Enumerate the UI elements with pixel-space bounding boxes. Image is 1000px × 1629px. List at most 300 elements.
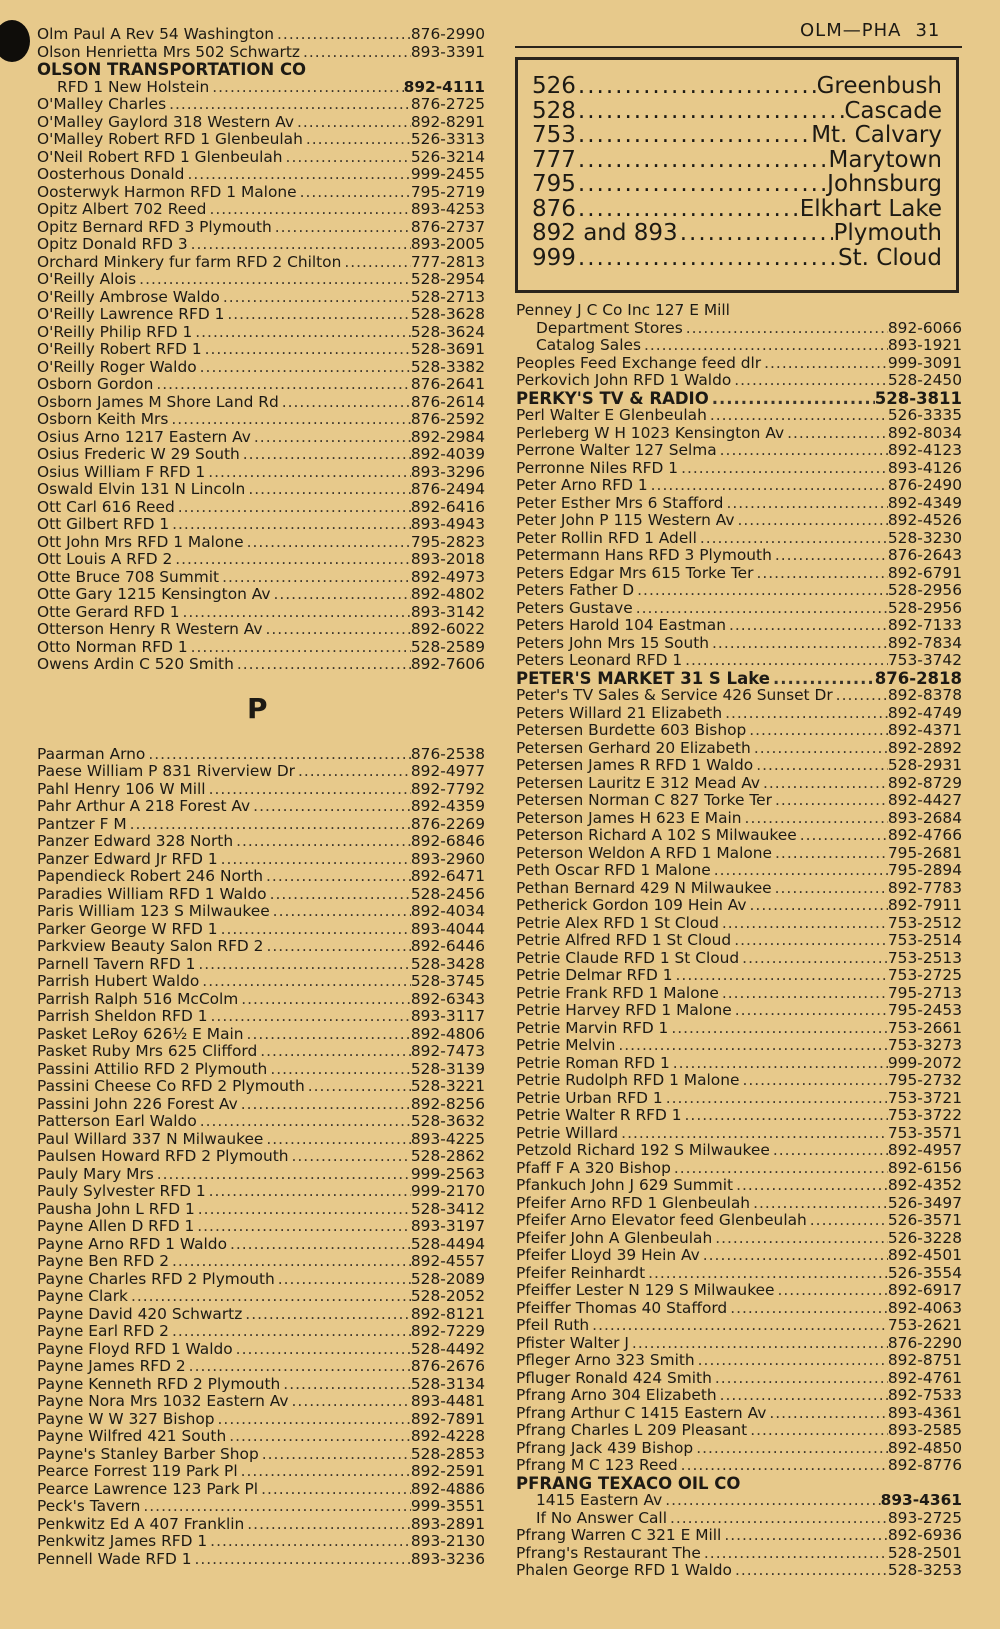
listing-name: Penkwitz Ed A 407 Franklin bbox=[37, 1514, 245, 1533]
listing-name: Peter John P 115 Western Av bbox=[516, 511, 735, 529]
exchange-row bbox=[532, 172, 942, 197]
leader-dots bbox=[732, 1002, 888, 1020]
listing-phone: 892-7229 bbox=[410, 1322, 485, 1340]
listing-name: Peterson Weldon A RFD 1 Malone bbox=[516, 843, 773, 862]
listing-row bbox=[516, 617, 962, 635]
listing-phone: 892-2892 bbox=[887, 738, 962, 757]
listing-phone: 892-8291 bbox=[410, 112, 485, 131]
listing-row bbox=[37, 746, 485, 764]
listing-row bbox=[516, 740, 962, 758]
leader-dots bbox=[576, 172, 827, 197]
listing-row bbox=[37, 499, 485, 517]
leader-dots bbox=[279, 394, 411, 412]
leader-dots bbox=[761, 355, 888, 373]
listing-phone: 892-7533 bbox=[887, 1386, 962, 1404]
leader-dots bbox=[305, 1078, 411, 1096]
listing-name: Papendieck Robert 246 North bbox=[37, 867, 264, 885]
listing-name: Patterson Earl Waldo bbox=[37, 1112, 197, 1130]
listing-phone: 876-2290 bbox=[887, 1333, 962, 1352]
listing-phone: 528-3691 bbox=[410, 340, 485, 358]
listing-name: Osius William F RFD 1 bbox=[37, 462, 206, 481]
listing-name: Penkwitz James RFD 1 bbox=[37, 1532, 208, 1550]
listing-row bbox=[37, 429, 485, 447]
leader-dots bbox=[233, 1341, 411, 1359]
leader-dots bbox=[186, 1358, 411, 1376]
listing-name: Paulsen Howard RFD 2 Plymouth bbox=[37, 1147, 289, 1165]
listing-phone: 892-4501 bbox=[887, 1246, 962, 1264]
listing-name: Opitz Donald RFD 3 bbox=[37, 235, 188, 253]
listing-name: Peoples Feed Exchange feed dlr bbox=[516, 353, 762, 372]
leader-dots bbox=[731, 932, 888, 950]
listing-phone: 526-3214 bbox=[410, 147, 485, 166]
listing-row bbox=[37, 44, 485, 62]
listing-name: Pearce Forrest 119 Park Pl bbox=[37, 1462, 238, 1480]
leader-dots bbox=[300, 44, 411, 62]
leader-dots bbox=[678, 221, 834, 246]
listing-phone: 892-4886 bbox=[410, 1479, 485, 1498]
leader-dots bbox=[240, 446, 411, 464]
leader-dots bbox=[707, 407, 888, 425]
listing-name: Olm Paul A Rev 54 Washington bbox=[37, 25, 275, 43]
listing-phone: 876-2269 bbox=[410, 814, 485, 833]
listing-phone: 893-4253 bbox=[410, 200, 485, 218]
leader-dots bbox=[742, 810, 888, 828]
listing-phone: 892-7133 bbox=[887, 616, 962, 634]
listing-name: Pahl Henry 106 W Mill bbox=[37, 779, 206, 798]
leader-dots bbox=[209, 79, 403, 97]
leader-dots bbox=[238, 1096, 411, 1114]
listing-phone: 526-3228 bbox=[887, 1228, 962, 1247]
listing-name: Peters John Mrs 15 South bbox=[516, 633, 710, 652]
listing-row bbox=[37, 1183, 485, 1201]
leader-dots bbox=[576, 246, 838, 271]
listing-row bbox=[37, 991, 485, 1009]
listing-name: Osborn James M Shore Land Rd bbox=[37, 392, 279, 411]
listing-row bbox=[516, 1212, 962, 1230]
listing-phone: 795-2681 bbox=[887, 843, 962, 862]
listing-row bbox=[516, 1370, 962, 1388]
left-column bbox=[37, 26, 485, 1568]
listing-name: Payne Ben RFD 2 bbox=[37, 1252, 169, 1270]
listing-phone: 893-3197 bbox=[410, 1217, 485, 1235]
listing-row bbox=[37, 781, 485, 799]
listing-name: Pfrang Arno 304 Elizabeth bbox=[516, 1386, 717, 1404]
leader-dots bbox=[244, 534, 411, 552]
listing-row bbox=[37, 1516, 485, 1534]
listing-name: Osborn Keith Mrs bbox=[37, 410, 169, 428]
listing-phone: 893-4044 bbox=[410, 919, 485, 938]
listing-name: Petrie Walter R RFD 1 bbox=[516, 1106, 682, 1124]
listing-name: Paris William 123 S Milwaukee bbox=[37, 902, 270, 920]
listing-name: Payne Allen D RFD 1 bbox=[37, 1217, 195, 1235]
listing-phone: 892-8034 bbox=[887, 423, 962, 442]
listing-name: Passini Cheese Co RFD 2 Plymouth bbox=[37, 1077, 305, 1095]
listing-phone: 892-4123 bbox=[887, 441, 962, 459]
listing-name: Petrie Alex RFD 1 St Cloud bbox=[516, 913, 719, 932]
listing-row bbox=[516, 1282, 962, 1300]
listing-name: Department Stores bbox=[536, 318, 683, 337]
leader-dots bbox=[615, 1037, 888, 1055]
listing-row bbox=[516, 302, 962, 320]
listing-phone: 528-3624 bbox=[410, 322, 485, 341]
listing-phone: 795-2894 bbox=[887, 861, 962, 879]
listing-row bbox=[37, 938, 485, 956]
listing-name: Penney J C Co Inc 127 E Mill bbox=[516, 301, 730, 319]
leader-dots bbox=[589, 1317, 888, 1335]
listing-name: Petrie Delmar RFD 1 bbox=[516, 966, 673, 984]
listing-name: Perrone Walter 127 Selma bbox=[516, 441, 717, 459]
listing-phone: 892-7783 bbox=[887, 878, 962, 897]
listing-name: Payne Wilfred 421 South bbox=[37, 1427, 227, 1445]
leader-dots bbox=[747, 897, 888, 915]
listing-row bbox=[516, 827, 962, 845]
listing-phone: 892-6066 bbox=[887, 318, 962, 337]
leader-dots bbox=[195, 956, 411, 974]
listing-phone: 528-3745 bbox=[410, 972, 485, 990]
listing-row bbox=[37, 324, 485, 342]
listing-phone: 892-7834 bbox=[887, 633, 962, 652]
listing-phone: 795-2713 bbox=[887, 983, 962, 1002]
leader-dots bbox=[576, 99, 844, 124]
leader-dots bbox=[797, 827, 888, 845]
listing-phone: 528-2954 bbox=[410, 270, 485, 288]
leader-dots bbox=[188, 639, 411, 657]
listing-phone: 526-3335 bbox=[887, 406, 962, 424]
exchange-row bbox=[532, 99, 942, 124]
leader-dots bbox=[263, 621, 411, 639]
listing-name: Petrie Alfred RFD 1 St Cloud bbox=[516, 931, 732, 949]
listing-group-o bbox=[37, 26, 485, 674]
listing-name: Pfrang Warren C 321 E Mill bbox=[516, 1526, 722, 1544]
leader-dots bbox=[772, 880, 888, 898]
leader-dots bbox=[180, 604, 411, 622]
listing-row bbox=[37, 1463, 485, 1481]
listing-row bbox=[516, 635, 962, 653]
listing-phone: 892-4039 bbox=[410, 445, 485, 463]
listing-row bbox=[37, 1306, 485, 1324]
listing-phone: 876-2490 bbox=[887, 476, 962, 494]
exchange-place: Greenbush bbox=[816, 73, 942, 99]
listing-phone: 795-2732 bbox=[887, 1071, 962, 1089]
listing-row bbox=[516, 1160, 962, 1178]
listing-phone: 893-2130 bbox=[410, 1532, 485, 1550]
leader-dots bbox=[206, 781, 411, 799]
listing-phone: 892-4371 bbox=[887, 721, 962, 739]
exchange-place: Cascade bbox=[844, 97, 942, 124]
listing-row bbox=[516, 1020, 962, 1038]
listing-name: Pfeifer Lloyd 39 Hein Av bbox=[516, 1246, 700, 1264]
listing-phone: 892-6917 bbox=[887, 1281, 962, 1299]
listing-name: PFRANG TEXACO OIL CO bbox=[516, 1473, 741, 1493]
leader-dots bbox=[295, 763, 411, 781]
listing-name: O'Malley Robert RFD 1 Glenbeulah bbox=[37, 130, 303, 148]
listing-row bbox=[37, 1358, 485, 1376]
leader-dots bbox=[195, 1201, 411, 1219]
listing-phone: 876-2990 bbox=[410, 25, 485, 43]
listing-row bbox=[516, 600, 962, 618]
listing-phone: 892-4557 bbox=[410, 1252, 485, 1270]
listing-group-p-continued bbox=[516, 302, 962, 1580]
listing-name: O'Malley Charles bbox=[37, 95, 167, 113]
exchange-prefix: 528 bbox=[532, 97, 576, 124]
listing-name: Pfeil Ruth bbox=[516, 1316, 590, 1334]
listing-row bbox=[37, 1026, 485, 1044]
listing-phone: 999-2455 bbox=[410, 165, 485, 183]
leader-dots bbox=[576, 74, 817, 99]
leader-dots bbox=[772, 845, 888, 863]
listing-row bbox=[37, 289, 485, 307]
leader-dots bbox=[154, 1166, 411, 1184]
exchange-prefix: 795 bbox=[532, 171, 576, 197]
leader-dots bbox=[682, 1107, 888, 1125]
listing-name: O'Reilly Alois bbox=[37, 270, 137, 288]
leader-dots bbox=[727, 1300, 888, 1318]
leader-dots bbox=[218, 921, 411, 939]
listing-phone: 892-6471 bbox=[410, 867, 485, 885]
leader-dots bbox=[220, 289, 411, 307]
listing-phone: 528-2956 bbox=[887, 598, 962, 617]
listing-row bbox=[37, 271, 485, 289]
listing-phone: 528-2501 bbox=[887, 1543, 962, 1562]
listing-row bbox=[37, 656, 485, 674]
leader-dots bbox=[747, 1422, 888, 1440]
leader-dots bbox=[289, 1393, 411, 1411]
listing-phone: 528-3253 bbox=[887, 1561, 962, 1579]
listing-name: Peters Gustave bbox=[516, 598, 633, 617]
listing-name: Pauly Mary Mrs bbox=[37, 1164, 154, 1183]
listing-phone: 892-4802 bbox=[410, 585, 485, 603]
listing-name: O'Reilly Roger Waldo bbox=[37, 357, 197, 376]
listing-phone: 753-3273 bbox=[887, 1036, 962, 1054]
listing-row bbox=[516, 1562, 962, 1580]
leader-dots bbox=[205, 464, 411, 482]
leader-dots bbox=[772, 792, 888, 810]
right-column bbox=[516, 302, 962, 1580]
listing-phone: 528-2713 bbox=[410, 287, 485, 306]
listing-row bbox=[516, 425, 962, 443]
listing-phone: 892-8121 bbox=[410, 1304, 485, 1323]
leader-dots bbox=[267, 1061, 411, 1079]
leader-dots bbox=[207, 1533, 411, 1551]
listing-name: Pethan Bernard 429 N Milwaukee bbox=[516, 878, 772, 897]
leader-dots bbox=[760, 775, 888, 793]
listing-name: Pfankuch John J 629 Summit bbox=[516, 1176, 734, 1194]
listing-phone: 893-2891 bbox=[410, 1514, 485, 1533]
leader-dots bbox=[775, 1282, 888, 1300]
listing-row bbox=[37, 1236, 485, 1254]
listing-row bbox=[37, 798, 485, 816]
listing-name: Ott John Mrs RFD 1 Malone bbox=[37, 532, 244, 551]
listing-row bbox=[516, 547, 962, 565]
leader-dots bbox=[678, 460, 888, 478]
listing-name: Payne's Stanley Barber Shop bbox=[37, 1444, 259, 1463]
listing-row bbox=[37, 394, 485, 412]
listing-name: Peterson James H 623 E Main bbox=[516, 808, 742, 827]
listing-row bbox=[516, 722, 962, 740]
listing-phone: 893-2725 bbox=[887, 1508, 962, 1527]
leader-dots bbox=[175, 499, 411, 517]
listing-phone: 893-3391 bbox=[410, 42, 485, 61]
listing-phone: 892-4761 bbox=[887, 1368, 962, 1387]
listing-name: Pearce Lawrence 123 Park Pl bbox=[37, 1479, 259, 1498]
listing-phone: 876-2494 bbox=[410, 480, 485, 498]
listing-row bbox=[37, 1533, 485, 1551]
listing-name: Otte Gary 1215 Kensington Av bbox=[37, 585, 271, 603]
listing-phone: 892-6343 bbox=[410, 989, 485, 1008]
leader-dots bbox=[645, 1265, 888, 1283]
listing-name: Petrie Rudolph RFD 1 Malone bbox=[516, 1071, 740, 1089]
exchange-place: St. Cloud bbox=[838, 244, 942, 271]
listing-phone: 876-2737 bbox=[410, 217, 485, 236]
section-letter: P bbox=[247, 691, 268, 725]
exchange-box bbox=[515, 57, 959, 293]
leader-dots bbox=[618, 1125, 888, 1143]
listing-name: Phalen George RFD 1 Waldo bbox=[516, 1561, 732, 1579]
listing-phone: 528-2450 bbox=[887, 371, 962, 389]
listing-row bbox=[516, 845, 962, 863]
exchange-row bbox=[532, 221, 942, 246]
listing-row bbox=[516, 950, 962, 968]
listing-phone: 999-2563 bbox=[410, 1164, 485, 1183]
listing-phone: 753-3721 bbox=[887, 1088, 962, 1107]
listing-phone: 753-2514 bbox=[887, 931, 962, 949]
exchange-row bbox=[532, 123, 942, 148]
leader-dots bbox=[732, 1562, 888, 1580]
leader-dots bbox=[733, 1177, 888, 1195]
leader-dots bbox=[722, 705, 888, 723]
listing-phone: 892-8751 bbox=[887, 1351, 962, 1369]
listing-row bbox=[37, 1078, 485, 1096]
listing-phone: 795-2823 bbox=[410, 532, 485, 551]
listing-name: Pfeifer Arno Elevator feed Glenbeulah bbox=[516, 1211, 807, 1229]
exchange-place: Elkhart Lake bbox=[799, 195, 942, 222]
listing-name: Payne Charles RFD 2 Plymouth bbox=[37, 1269, 275, 1288]
leader-dots bbox=[770, 1142, 888, 1160]
listing-phone: 876-2643 bbox=[887, 546, 962, 564]
listing-row bbox=[516, 915, 962, 933]
listing-row bbox=[37, 921, 485, 939]
listing-row bbox=[516, 1335, 962, 1353]
leader-dots bbox=[784, 425, 888, 443]
listing-row bbox=[516, 1440, 962, 1458]
leader-dots bbox=[668, 1020, 888, 1038]
exchange-row bbox=[532, 74, 942, 99]
section-letter-heading bbox=[37, 674, 485, 746]
listing-name: Oswald Elvin 131 N Lincoln bbox=[37, 480, 246, 498]
listing-row bbox=[516, 1142, 962, 1160]
listing-row bbox=[37, 1201, 485, 1219]
listing-row bbox=[37, 763, 485, 781]
leader-dots bbox=[750, 1195, 888, 1213]
listing-phone: 892-4749 bbox=[887, 703, 962, 722]
listing-group-p bbox=[37, 746, 485, 1569]
leader-dots bbox=[633, 600, 888, 618]
leader-dots bbox=[172, 551, 411, 569]
leader-dots bbox=[145, 746, 411, 764]
leader-dots bbox=[127, 816, 411, 834]
listing-name: Parkview Beauty Salon RFD 2 bbox=[37, 937, 264, 955]
listing-phone: 893-1921 bbox=[887, 336, 962, 354]
listing-name: Osius Arno 1217 Eastern Av bbox=[37, 427, 251, 446]
listing-phone: 892-4973 bbox=[410, 567, 485, 586]
leader-dots bbox=[283, 149, 411, 167]
listing-row bbox=[37, 219, 485, 237]
listing-phone: 876-2818 bbox=[874, 668, 962, 688]
listing-row bbox=[516, 985, 962, 1003]
listing-row bbox=[516, 1475, 962, 1493]
listing-phone: 528-3134 bbox=[410, 1374, 485, 1393]
listing-row bbox=[37, 411, 485, 429]
listing-name: Perl Walter E Glenbeulah bbox=[516, 406, 707, 424]
leader-dots bbox=[166, 96, 411, 114]
leader-dots bbox=[670, 1055, 888, 1073]
listing-name: Pennell Wade RFD 1 bbox=[37, 1549, 192, 1568]
exchange-place: Marytown bbox=[828, 146, 942, 173]
listing-row bbox=[37, 341, 485, 359]
listing-row bbox=[516, 460, 962, 478]
listing-row bbox=[516, 1195, 962, 1213]
listing-phone: 528-2589 bbox=[410, 637, 485, 656]
listing-phone: 893-4481 bbox=[410, 1392, 485, 1410]
listing-phone: 892-8776 bbox=[887, 1456, 962, 1474]
listing-phone: 528-4494 bbox=[410, 1234, 485, 1253]
listing-phone: 892-6446 bbox=[410, 937, 485, 955]
leader-dots bbox=[294, 114, 411, 132]
header-range: OLM—PHA bbox=[800, 20, 902, 41]
listing-row bbox=[516, 1177, 962, 1195]
listing-name: Peter Esther Mrs 6 Stafford bbox=[516, 493, 724, 512]
listing-name: Ott Louis A RFD 2 bbox=[37, 550, 173, 568]
listing-name: Paradies William RFD 1 Waldo bbox=[37, 884, 267, 903]
listing-name: Owens Ardin C 520 Smith bbox=[37, 655, 234, 673]
listing-row bbox=[37, 1323, 485, 1341]
listing-row bbox=[516, 1422, 962, 1440]
listing-row bbox=[516, 477, 962, 495]
listing-name: O'Reilly Lawrence RFD 1 bbox=[37, 305, 225, 323]
listing-name: Otte Gerard RFD 1 bbox=[37, 602, 180, 621]
leader-dots bbox=[576, 148, 829, 173]
listing-row bbox=[37, 254, 485, 272]
listing-row bbox=[516, 372, 962, 390]
listing-phone: 528-3632 bbox=[410, 1112, 485, 1130]
leader-dots bbox=[807, 1212, 888, 1230]
listing-name: Panzer Edward Jr RFD 1 bbox=[37, 849, 218, 868]
exchange-prefix: 753 bbox=[532, 122, 576, 148]
listing-name: Panzer Edward 328 North bbox=[37, 832, 234, 850]
leader-dots bbox=[709, 390, 875, 408]
leader-dots bbox=[244, 1026, 411, 1044]
listing-row bbox=[37, 868, 485, 886]
leader-dots bbox=[197, 359, 411, 377]
listing-phone: 876-2538 bbox=[410, 744, 485, 763]
listing-row bbox=[37, 551, 485, 569]
listing-phone: 528-3628 bbox=[410, 305, 485, 323]
listing-name: Petersen James R RFD 1 Waldo bbox=[516, 756, 754, 774]
leader-dots bbox=[267, 886, 411, 904]
leader-dots bbox=[723, 495, 887, 513]
listing-phone: 892-6022 bbox=[410, 620, 485, 638]
listing-row bbox=[37, 236, 485, 254]
listing-row bbox=[516, 775, 962, 793]
listing-row bbox=[37, 201, 485, 219]
leader-dots bbox=[717, 442, 888, 460]
leader-dots bbox=[238, 1463, 411, 1481]
leader-dots bbox=[712, 1230, 888, 1248]
listing-phone: 892-6156 bbox=[887, 1158, 962, 1177]
listing-row bbox=[516, 1352, 962, 1370]
listing-row bbox=[516, 1527, 962, 1545]
listing-name: Payne Floyd RFD 1 Waldo bbox=[37, 1339, 233, 1358]
